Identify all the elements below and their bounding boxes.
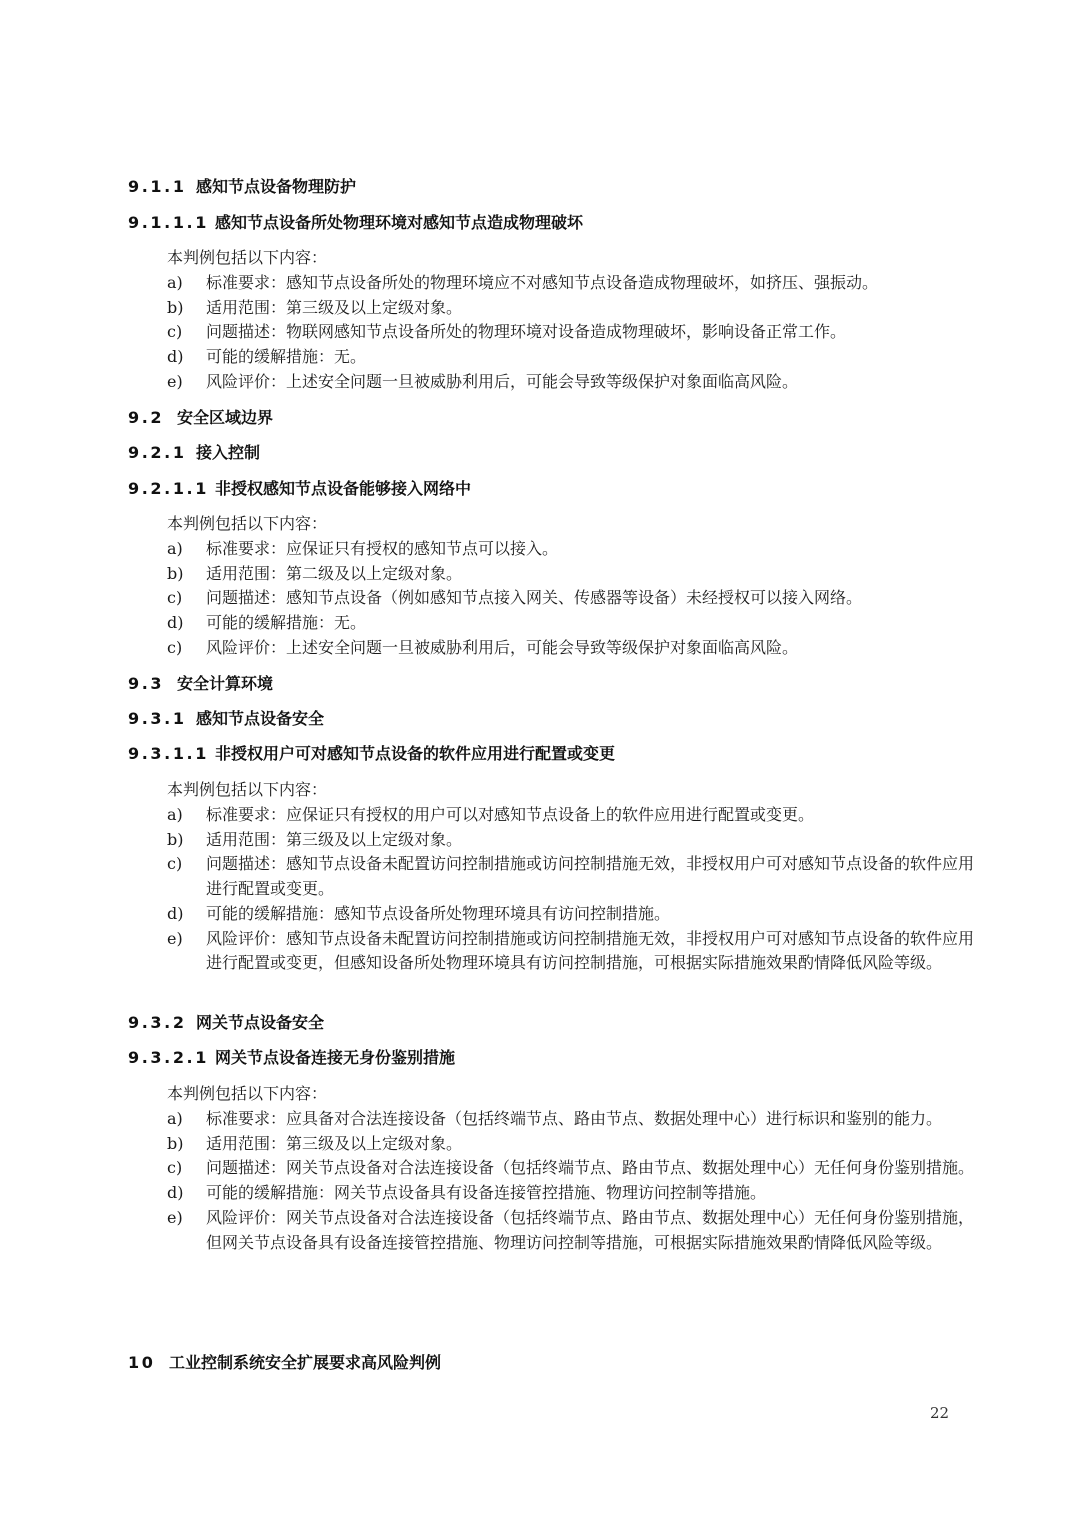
- item-list: [167, 537, 997, 661]
- intro-text: 本判例包括以下内容：: [167, 514, 328, 533]
- list-item: [167, 902, 997, 927]
- item-marker: d): [167, 903, 184, 923]
- section-number: 9.3.2.1: [128, 1048, 209, 1067]
- item-marker: d): [167, 347, 184, 367]
- item-text: 可能的缓解措施：网关节点设备具有设备连接管控措施、物理访问控制等措施。: [206, 1183, 767, 1203]
- heading-9-2-1: [128, 443, 260, 463]
- heading-9-3: [128, 674, 273, 694]
- list-item: [167, 828, 997, 853]
- section-title: 安全计算环境: [177, 674, 274, 693]
- item-text: 适用范围：第三级及以上定级对象。: [206, 297, 463, 317]
- list-item: [167, 586, 997, 611]
- item-marker: b): [167, 563, 184, 583]
- section-title: 网关节点设备安全: [196, 1013, 325, 1032]
- item-text: 标准要求：应具备对合法连接设备（包括终端节点、路由节点、数据处理中心）进行标识和鉴别的能力。: [206, 1109, 943, 1128]
- item-text: 可能的缓解措施：无。: [206, 613, 367, 633]
- item-text: 标准要求：感知节点设备所处的物理环境应不对感知节点设备造成物理破坏，如挤压、强振动。: [206, 273, 879, 292]
- item-text: 问题描述：感知节点设备（例如感知节点接入网关、传感器等设备）未经授权可以接入网络。: [206, 588, 863, 608]
- list-item: [167, 636, 997, 661]
- item-marker: b): [167, 829, 184, 849]
- item-marker: c): [167, 637, 183, 657]
- item-text: 可能的缓解措施：无。: [206, 347, 367, 367]
- item-marker: a): [167, 539, 183, 558]
- item-text: 适用范围：第二级及以上定级对象。: [206, 563, 463, 583]
- item-text: 风险评价：上述安全问题一旦被威胁利用后，可能会导致等级保护对象面临高风险。: [206, 637, 799, 657]
- item-marker: b): [167, 1133, 184, 1153]
- item-marker: c): [167, 322, 183, 342]
- section-number: 9.2.1.1: [128, 479, 209, 498]
- section-title: 工业控制系统安全扩展要求高风险判例: [169, 1353, 442, 1372]
- list-item: [167, 345, 997, 370]
- item-list: [167, 271, 997, 395]
- heading-9-2-1-1: [128, 479, 471, 499]
- list-item: [167, 271, 997, 296]
- item-text: 风险评价：上述安全问题一旦被威胁利用后，可能会导致等级保护对象面临高风险。: [206, 371, 799, 391]
- list-item: [167, 852, 997, 901]
- list-item: [167, 537, 997, 562]
- section-number: 9.2.1: [128, 443, 187, 462]
- item-marker: a): [167, 273, 183, 292]
- item-text: 风险评价：网关节点设备对合法连接设备（包括终端节点、路由节点、数据处理中心）无任何身份鉴别措施，但网关节点设备具有设备连接管控措施、物理访问控制等措施，可根据实际措施效果酌情降低风险等级。: [206, 1207, 975, 1252]
- page-number: 22: [930, 1404, 950, 1422]
- list-item: [167, 296, 997, 321]
- item-marker: c): [167, 854, 183, 874]
- item-text: 适用范围：第三级及以上定级对象。: [206, 1133, 463, 1153]
- heading-9-3-1: [128, 709, 324, 729]
- item-text: 适用范围：第三级及以上定级对象。: [206, 829, 463, 849]
- section-title: 感知节点设备安全: [196, 709, 325, 728]
- section-number: 9.2: [128, 408, 165, 427]
- heading-9-2: [128, 408, 273, 428]
- section-title: 感知节点设备所处物理环境对感知节点造成物理破坏: [215, 213, 584, 232]
- list-item: [167, 370, 997, 395]
- intro-text: 本判例包括以下内容：: [167, 248, 328, 267]
- item-marker: e): [167, 1207, 183, 1227]
- section-number: 9.3.1.1: [128, 744, 209, 763]
- item-marker: e): [167, 928, 183, 948]
- item-text: 标准要求：应保证只有授权的感知节点可以接入。: [206, 539, 559, 558]
- list-item: [167, 562, 997, 587]
- list-item: [167, 1156, 997, 1181]
- item-text: 可能的缓解措施：感知节点设备所处物理环境具有访问控制措施。: [206, 903, 671, 923]
- item-marker: d): [167, 613, 184, 633]
- section-number: 9.3.1: [128, 709, 187, 728]
- item-text: 问题描述：感知节点设备未配置访问控制措施或访问控制措施无效，非授权用户可对感知节点设备的软件应用进行配置或变更。: [206, 854, 975, 899]
- section-number: 9.1.1.1: [128, 213, 209, 232]
- section-title: 安全区域边界: [177, 408, 274, 427]
- intro-text: 本判例包括以下内容：: [167, 780, 328, 799]
- heading-9-1-1: [128, 177, 356, 197]
- item-text: 问题描述：网关节点设备对合法连接设备（包括终端节点、路由节点、数据处理中心）无任何身份鉴别措施。: [206, 1158, 975, 1178]
- section-number: 9.1.1: [128, 177, 187, 196]
- heading-9-3-2-1: [128, 1048, 455, 1068]
- list-item: [167, 1132, 997, 1157]
- heading-10: [128, 1353, 441, 1373]
- heading-9-3-1-1: [128, 744, 615, 764]
- section-title: 接入控制: [196, 443, 261, 462]
- section-number: 9.3: [128, 674, 165, 693]
- section-number: 10: [128, 1353, 156, 1372]
- section-title: 网关节点设备连接无身份鉴别措施: [215, 1048, 456, 1067]
- list-item: [167, 927, 997, 976]
- item-marker: a): [167, 805, 183, 824]
- item-marker: b): [167, 297, 184, 317]
- list-item: [167, 611, 997, 636]
- heading-9-3-2: [128, 1013, 324, 1033]
- item-text: 标准要求：应保证只有授权的用户可以对感知节点设备上的软件应用进行配置或变更。: [206, 805, 815, 824]
- list-item: [167, 320, 997, 345]
- item-marker: a): [167, 1109, 183, 1128]
- item-marker: e): [167, 371, 183, 391]
- item-list: [167, 803, 997, 976]
- item-list: [167, 1107, 997, 1255]
- intro-text: 本判例包括以下内容：: [167, 1084, 328, 1103]
- item-marker: c): [167, 1158, 183, 1178]
- list-item: [167, 803, 997, 828]
- item-marker: c): [167, 588, 183, 608]
- section-title: 非授权感知节点设备能够接入网络中: [215, 479, 472, 498]
- list-item: [167, 1107, 997, 1132]
- item-marker: d): [167, 1183, 184, 1203]
- list-item: [167, 1206, 997, 1255]
- item-text: 风险评价：感知节点设备未配置访问控制措施或访问控制措施无效，非授权用户可对感知节点设备的软件应用进行配置或变更，但感知设备所处物理环境具有访问控制措施，可根据实际措施效果酌情降低风险等级。: [206, 928, 975, 973]
- item-text: 问题描述：物联网感知节点设备所处的物理环境对设备造成物理破坏，影响设备正常工作。: [206, 322, 847, 342]
- section-title: 感知节点设备物理防护: [196, 177, 357, 196]
- list-item: [167, 1181, 997, 1206]
- section-number: 9.3.2: [128, 1013, 187, 1032]
- heading-9-1-1-1: [128, 213, 583, 233]
- section-title: 非授权用户可对感知节点设备的软件应用进行配置或变更: [215, 744, 616, 763]
